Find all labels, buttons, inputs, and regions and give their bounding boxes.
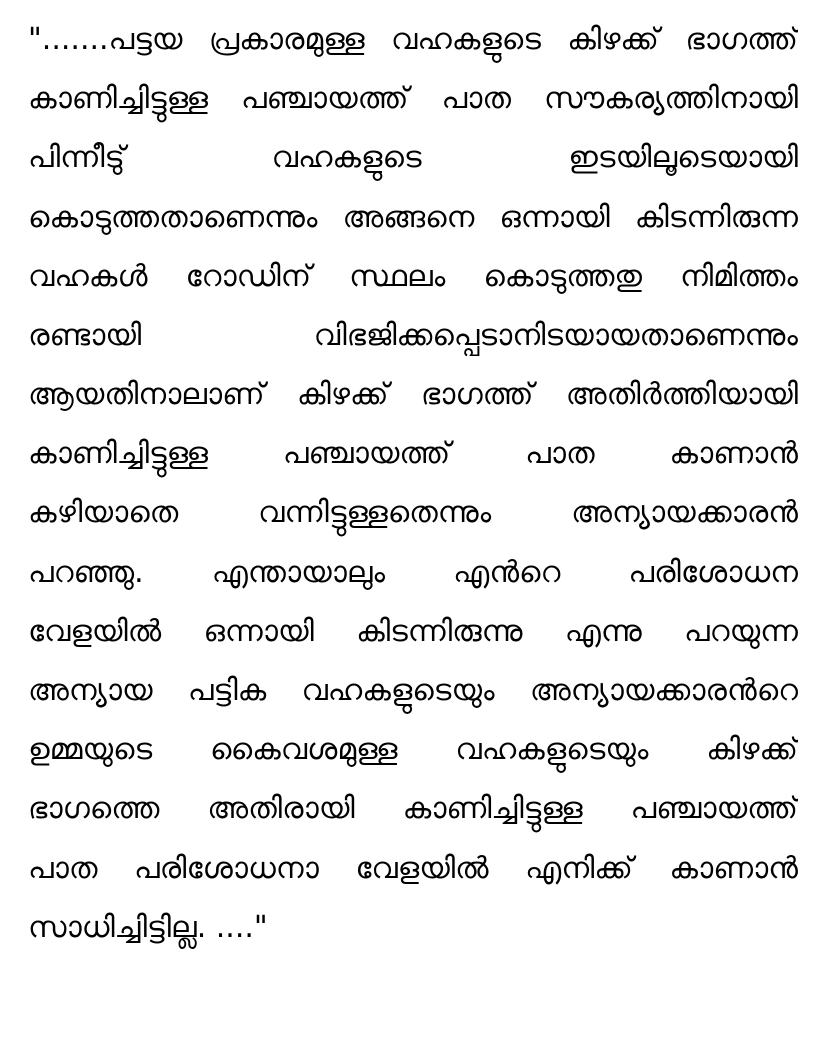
text-line-10: പറഞ്ഞു. എന്തായാലും എൻറെ പരിശോധന	[28, 555, 798, 590]
text-line-12: അന്യായ പട്ടിക വഹകളുടെയും അന്യായക്കാരൻറെ	[28, 673, 798, 708]
text-line-2: കാണിച്ചിട്ടുള്ള പഞ്ചായത്ത് പാത സൗകര്യത്തിനായി	[28, 81, 798, 116]
text-line-3: പിന്നീടു് വഹകളുടെ ഇടയിലൂടെയായി	[28, 140, 798, 175]
text-line-1: ".......പട്ടയ പ്രകാരമുള്ള വഹകളുടെ കിഴക്ക് ഭാഗത്ത്	[28, 22, 798, 57]
text-line-7: ആയതിനാലാണ് കിഴക്ക് ഭാഗത്ത് അതിർത്തിയായി	[28, 377, 798, 412]
text-line-5: വഹകൾ റോഡിന് സ്ഥലം കൊടുത്തതു നിമിത്തം	[28, 259, 798, 294]
text-line-11: വേളയിൽ ഒന്നായി കിടന്നിരുന്നു എന്നു പറയുന്ന	[28, 614, 798, 649]
document-page	[28, 0, 798, 1038]
text-line-13: ഉമ്മയുടെ കൈവശമുള്ള വഹകളുടെയും കിഴക്ക്	[28, 732, 798, 767]
text-line-8: കാണിച്ചിട്ടുള്ള പഞ്ചായത്ത് പാത കാണാൻ	[28, 436, 798, 471]
text-line-15: പാത പരിശോധനാ വേളയിൽ എനിക്ക് കാണാൻ	[28, 851, 798, 886]
text-line-9: കഴിയാതെ വന്നിട്ടുള്ളതെന്നും അന്യായക്കാരൻ	[28, 495, 798, 530]
text-line-16: സാധിച്ചിട്ടില്ല. ...."	[28, 910, 268, 945]
text-line-4: കൊടുത്തതാണെന്നും അങ്ങനെ ഒന്നായി കിടന്നിരുന്ന	[28, 200, 798, 235]
text-line-6: രണ്ടായി വിഭജിക്കപ്പെടാനിടയായതാണെന്നും	[28, 318, 798, 353]
text-line-14: ഭാഗത്തെ അതിരായി കാണിച്ചിട്ടുള്ള പഞ്ചായത്ത്	[28, 791, 798, 826]
